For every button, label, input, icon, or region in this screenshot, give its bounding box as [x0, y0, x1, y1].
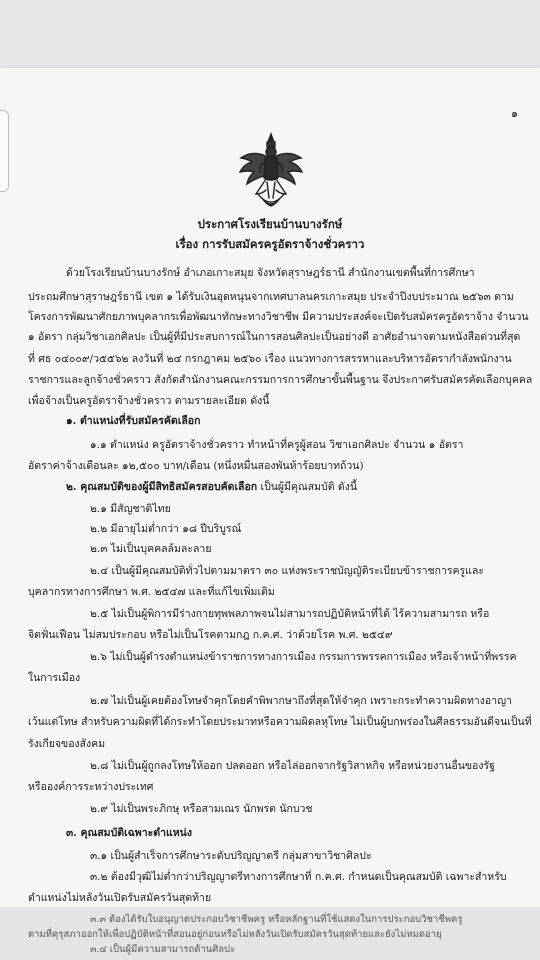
section-3-line: ๓.๑ เป็นผู้สำเร็จการศึกษาระดับปริญญาตรี กลุ่มสาขาวิชาศิลปะ	[90, 850, 372, 862]
section-2-line: จิตฟั่นเฟือน ไม่สมประกอบ หรือไม่เป็นโรคตามกฎ ก.ค.ศ. ว่าด้วยโรค พ.ศ. ๒๕๔๙	[28, 629, 393, 641]
section-2-line: ๒.๖ ไม่เป็นผู้ดำรงตำแหน่งข้าราชการทางการเมือง กรรมการพรรคการเมือง หรือเจ้าหน้าที่พรรค	[90, 651, 517, 663]
section-2-line: บุคลากรทางการศึกษา พ.ศ. ๒๕๔๗ และที่แก้ไขเพิ่มเติม	[28, 586, 275, 598]
section-2-line: ๒.๙ ไม่เป็นพระภิกษุ หรือสามเณร นักพรต นักบวช	[90, 803, 313, 815]
section-2-line: ๒.๗ ไม่เป็นผู้เคยต้องโทษจำคุกโดยคำพิพากษาถึงที่สุดให้จำคุก เพราะกระทำความผิดทางอาญา	[90, 695, 512, 707]
section-2-line: ๒.๒ มีอายุไม่ต่ำกว่า ๑๘ ปีบริบูรณ์	[90, 523, 242, 535]
section-2-heading: ๒. คุณสมบัติของผู้มีสิทธิสมัครสอบคัดเลือก	[66, 481, 258, 493]
intro-line: ประถมศึกษาสุราษฎร์ธานี เขต ๑ ได้รับเงินอุดหนุนจากเทศบาลนครเกาะสมุย ประจำปีงบประมาณ ๒๕๖๓ ตาม	[28, 291, 514, 303]
page-number: ๑	[511, 107, 518, 120]
section-3-line: ๓.๓ ต้องได้รับใบอนุญาตประกอบวิชาชีพครู หรือหลักฐานที่ใช้แสดงในการประกอบวิชาชีพครู	[90, 914, 463, 925]
viewer-top-bar	[0, 0, 540, 68]
section-2-line: ๒.๕ ไม่เป็นผู้พิการมีร่างกายทุพพลภาพจนไม่สามารถปฏิบัติหน้าที่ได้ ไร้ความสามารถ หรือ	[90, 608, 490, 620]
section-3-line: ตำแหน่งไม่หลังวันเปิดรับสมัครวันสุดท้าย	[28, 892, 212, 904]
announcement-title: ประกาศโรงเรียนบ้านบางรักษ์	[197, 217, 343, 231]
section-2-line: ในการเมือง	[28, 672, 81, 684]
intro-line: ราชการและลูกจ้างชั่วคราว สังกัดสำนักงานคณะกรรมการการศึกษาขั้นพื้นฐาน จึงประกาศรับสมัครคัดเลือกบุคคล	[28, 374, 533, 386]
section-2-line: ๒.๑ มีสัญชาติไทย	[90, 503, 171, 515]
announcement-subject: เรื่อง การรับสมัครครูอัตราจ้างชั่วคราว	[175, 237, 365, 251]
intro-line: โครงการพัฒนาศักยภาพบุคลากรเพื่อพัฒนาทักษะทางวิชาชีพ มีความประสงค์จะเปิดรับสมัครครูอัตราจ้าง จำนวน	[28, 311, 529, 323]
section-2-line: ๒.๓ ไม่เป็นบุคคลล้มละลาย	[90, 543, 212, 555]
intro-line: ที่ ศธ ๐๔๐๐๙/ว๕๕๖๒ ลงวันที่ ๒๔ กรกฎาคม ๒๕๖๐ เรื่อง แนวทางการสรรหาและบริหารอัตรากำลังพนักงาน	[28, 353, 512, 365]
section-2-heading-row	[66, 481, 357, 494]
section-2-line: ๒.๘ ไม่เป็นผู้ถูกลงโทษให้ออก ปลดออก หรือไล่ออกจากรัฐวิสาหกิจ หรือหน่วยงานอื่นของรัฐ	[90, 760, 495, 772]
section-3-line: ๓.๔ เป็นผู้มีความสามารถด้านศิลปะ	[90, 944, 236, 955]
intro-line: ๑ อัตรา กลุ่มวิชาเอกศิลปะ เป็นผู้ที่มีประสบการณ์ในการสอนศิลปะเป็นอย่างดี อาศัยอำนาจตามหนังสือด่วนที่สุด	[28, 331, 521, 343]
section-1-heading: ๑. ตำแหน่งที่รับสมัครคัดเลือก	[66, 415, 201, 427]
section-2-line: รังเกียจของสังคม	[28, 738, 106, 750]
section-3-heading: ๓. คุณสมบัติเฉพาะตำแหน่ง	[66, 827, 192, 839]
intro-line: ด้วยโรงเรียนบ้านบางรักษ์ อำเภอเกาะสมุย จังหวัดสุราษฎร์ธานี สำนักงานเขตพื้นที่การศึกษา	[66, 267, 475, 279]
section-2-line: ๒.๔ เป็นผู้มีคุณสมบัติทั่วไปตามมาตรา ๓๐ แห่งพระราชบัญญัติระเบียบข้าราชการครูและ	[90, 565, 485, 577]
section-1-line: อัตราค่าจ้างเดือนละ ๑๒,๕๐๐ บาท/เดือน (หนึ่งหมื่นสองพันห้าร้อยบาทถ้วน)	[28, 460, 364, 472]
page-edge-tab	[0, 110, 9, 192]
section-3-line: ตามที่คุรุสภาออกให้เพื่อปฏิบัติหน้าที่สอนอยู่ก่อนหรือไม่หลังวันเปิดรับสมัครวันสุดท้ายและยังไม่หมดอายุ	[28, 929, 442, 940]
section-2-line: เว้นแต่โทษ สำหรับความผิดที่ได้กระทำโดยประมาทหรือความผิดลหุโทษ ไม่เป็นผู้บกพร่องในศีลธรรมอันดีจนเป็นที่	[28, 716, 532, 728]
garuda-emblem	[238, 132, 304, 212]
section-1-line: ๑.๑ ตำแหน่ง ครูอัตราจ้างชั่วคราว ทำหน้าที่ครูผู้สอน วิชาเอกศิลปะ จำนวน ๑ อัตรา	[90, 439, 464, 451]
section-2-line: หรือองค์การระหว่างประเทศ	[28, 781, 154, 793]
intro-line: เพื่อจ้างเป็นครูอัตราจ้างชั่วคราว ตามรายละเอียด ดังนี้	[28, 395, 270, 407]
section-2-heading-tail: เป็นผู้มีคุณสมบัติ ดังนี้	[257, 481, 358, 493]
section-3-line: ๓.๒ ต้องมีวุฒิไม่ต่ำกว่าปริญญาตรีทางการศึกษาที่ ก.ค.ศ. กำหนดเป็นคุณสมบัติ เฉพาะสำหรับ	[90, 871, 507, 883]
